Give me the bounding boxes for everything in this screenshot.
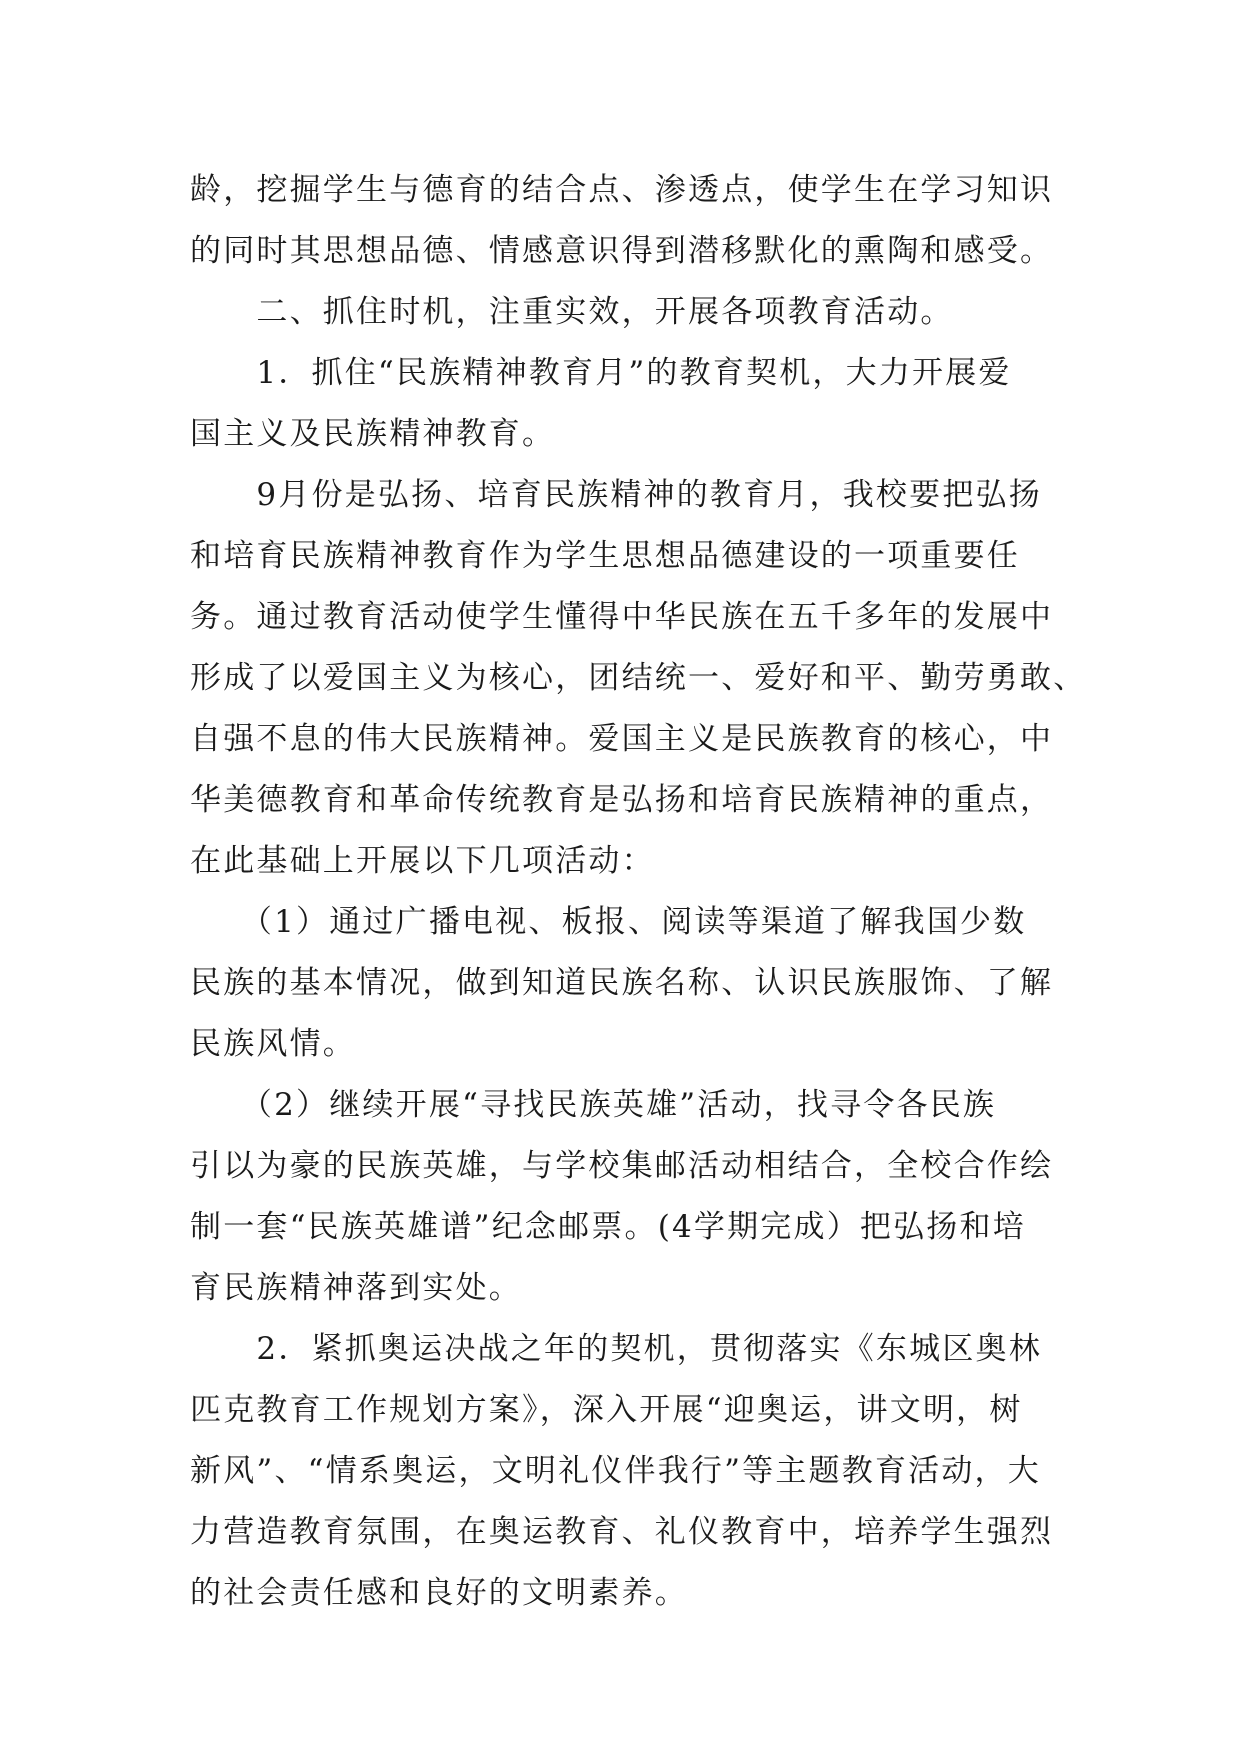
- text-line: 二、抓住时机，注重实效，开展各项教育活动。: [190, 294, 954, 330]
- text-line: 的社会责任感和良好的文明素养。: [190, 1575, 688, 1611]
- text-line: 引以为豪的民族英雄，与学校集邮活动相结合，全校合作绘: [190, 1148, 1054, 1184]
- text-line: 9月份是弘扬、培育民族精神的教育月，我校要把弘扬: [190, 477, 1042, 513]
- text-line: 1．抓住“民族精神教育月”的教育契机，大力开展爱: [190, 355, 1012, 391]
- text-line: 新风”、“情系奥运，文明礼仪伴我行”等主题教育活动，大: [190, 1453, 1041, 1489]
- text-line: 自强不息的伟大民族精神。爱国主义是民族教育的核心，中: [190, 721, 1054, 757]
- text-line: 华美德教育和革命传统教育是弘扬和培育民族精神的重点，: [190, 782, 1054, 818]
- text-line: 务。通过教育活动使学生懂得中华民族在五千多年的发展中: [190, 599, 1054, 635]
- text-line: 匹克教育工作规划方案》，深入开展“迎奥运，讲文明，树: [190, 1392, 1023, 1428]
- text-line: 民族的基本情况，做到知道民族名称、认识民族服饰、了解: [190, 965, 1054, 1001]
- text-line: 形成了以爱国主义为核心，团结统一、爱好和平、勤劳勇敢、: [190, 660, 1087, 696]
- text-line: （1）通过广播电视、板报、阅读等渠道了解我国少数: [190, 904, 1027, 940]
- text-line: 2．紧抓奥运决战之年的契机，贯彻落实《东城区奥林: [190, 1331, 1042, 1367]
- text-line: 制一套“民族英雄谱”纪念邮票。(4学期完成）把弘扬和培: [190, 1209, 1026, 1245]
- text-line: 民族风情。: [190, 1026, 356, 1062]
- text-line: 龄，挖掘学生与德育的结合点、渗透点，使学生在学习知识: [190, 172, 1054, 208]
- text-line: 的同时其思想品德、情感意识得到潜移默化的熏陶和感受。: [190, 233, 1054, 269]
- text-line: 和培育民族精神教育作为学生思想品德建设的一项重要任: [190, 538, 1020, 574]
- text-line: 在此基础上开展以下几项活动：: [190, 843, 655, 879]
- text-line: （2）继续开展“寻找民族英雄”活动，找寻令各民族: [190, 1087, 997, 1123]
- document-body: [190, 160, 1087, 1624]
- text-line: 力营造教育氛围，在奥运教育、礼仪教育中，培养学生强烈: [190, 1514, 1054, 1550]
- text-line: 育民族精神落到实处。: [190, 1270, 522, 1306]
- text-line: 国主义及民族精神教育。: [190, 416, 556, 452]
